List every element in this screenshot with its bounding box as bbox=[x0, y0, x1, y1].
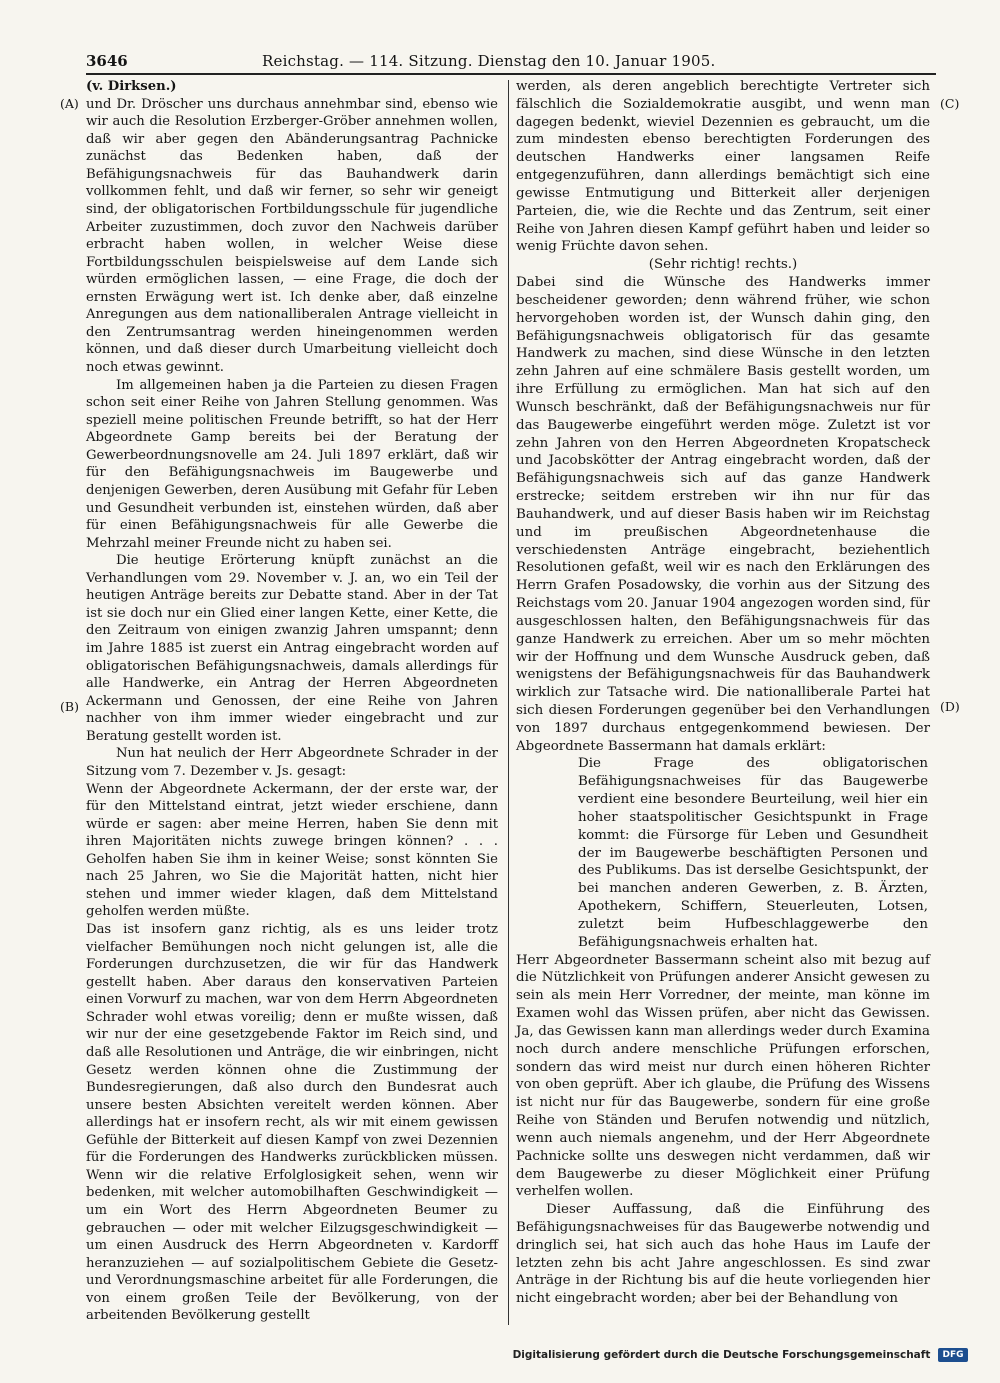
left-column bbox=[86, 78, 498, 1325]
right-column bbox=[516, 78, 930, 1308]
paragraph: Nun hat neulich der Herr Abgeordnete Schrader in der Sitzung vom 7. Dezember v. Js. gesagt: bbox=[86, 746, 498, 779]
paragraph: Die heutige Erörterung knüpft zunächst an die Verhandlungen vom 29. November v. J. an, wo ein Teil der heutigen Anträge bereits zur Debatte stand. Aber in der Tat ist sie doch nur ein Glied einer langen Kette, einer Kette, die den Zeitraum von einigen zwanzig Jahren umspannt; denn im Jahre 1885 ist zuerst ein Antrag eingebracht worden auf obligatorischen Befähigungsnachweis, damals allerdings für alle Handwerke, ein Antrag der Herren Abgeordneten Ackermann und Genossen, der eine Reihe von Jahren nachher von ihm immer wieder eingebracht und zur Beratung gestellt worden ist. bbox=[86, 553, 498, 744]
margin-marker-c: (C) bbox=[940, 96, 960, 111]
paragraph: Herr Abgeordneter Bassermann scheint also mit bezug auf die Nützlichkeit von Prüfungen anderer Ansicht gewesen zu sein als mein Herr Vorredner, der meinte, man könne im Examen wohl das Wissen prüfen, aber nicht das Gewissen. Ja, das Gewissen kann man allerdings weder durch Examina noch durch andere menschliche Prüfungen erforschen, sondern das wird meist nur durch einen höheren Richter von oben geprüft. Aber ich glaube, die Prüfung des Wissens ist nicht nur für das Baugewerbe, sondern für eine große Reihe von Ständen und Berufen notwendig und nützlich, wenn auch niemals angenehm, und der Herr Abgeordnete Pachnicke sollte uns deswegen nicht verdammen, daß wir dem Baugewerbe zu dieser Möglichkeit einer Prüfung verhelfen wollen. bbox=[516, 952, 930, 1200]
paragraph: Im allgemeinen haben ja die Parteien zu diesen Fragen schon seit einer Reihe von Jahren Stellung genommen. Was speziell meine politischen Freunde betrifft, so hat der Herr Abgeordnete Gamp bereits bei der Beratung der Gewerbeordnungsnovelle am 24. Juli 1897 erklärt, daß wir für den Befähigungsnachweis im Baugewerbe und denjenigen Gewerben, deren Ausübung mit Gefahr für Leben und Gesundheit verbunden ist, einstehen würden, daß aber für einen Befähigungsnachweis für alle Gewerbe die Mehrzahl meiner Freunde nicht zu haben sei. bbox=[86, 377, 498, 551]
page-number: 3646 bbox=[86, 52, 128, 70]
paragraph: werden, als deren angeblich berechtigte Vertreter sich fälschlich die Sozialdemokratie ausgibt, und wenn man dagegen bedenkt, wieviel Dezennien es gebraucht, um die zum mindesten ebenso berechtigten Forderungen des deutschen Handwerks einer langsamen Reife entgegenzuführen, dann allerdings bemächtigt sich eine gewisse Entmutigung und Bitterkeit aller derjenigen Parteien, die, wie die Rechte und das Zentrum, seit einer Reihe von Jahren diesen Kampf geführt haben und leider so wenig Früchte davon sehen. bbox=[516, 79, 930, 255]
page-title: Reichstag. — 114. Sitzung. Dienstag den 10. Januar 1905. bbox=[262, 52, 716, 70]
column-divider bbox=[508, 80, 509, 1325]
paragraph: Dieser Auffassung, daß die Einführung des Befähigungsnachweises für das Baugewerbe notwendig und dringlich sei, hat sich auch das hohe Haus im Laufe der letzten zehn bis acht Jahre angeschlossen. Es sind zwar Anträge in der Richtung bis auf die heute vorliegenden hier nicht eingebracht worden; aber bei der Behandlung von bbox=[516, 1202, 930, 1307]
header-rule bbox=[86, 73, 936, 75]
margin-marker-b: (B) bbox=[60, 699, 79, 714]
interjection: (Sehr richtig! rechts.) bbox=[648, 257, 798, 273]
speaker-label: (v. Dirksen.) bbox=[86, 79, 177, 94]
margin-marker-a: (A) bbox=[60, 96, 79, 111]
page-header bbox=[86, 50, 936, 72]
block-quote: Wenn der Abgeordnete Ackermann, der der erste war, der für den Mittelstand eintrat, jetzt wieder erschiene, dann würde er sagen: aber meine Herren, haben Sie denn mit ihren Majoritäten nichts zuwege bringen können? . . . Geholfen haben Sie ihm in keiner Weise; sonst könnten Sie nach 25 Jahren, wo Sie die Majorität hatten, nicht hier stehen und immer wieder klagen, daß dem Mittelstand geholfen werden müßte. bbox=[86, 781, 498, 920]
margin-marker-d: (D) bbox=[940, 699, 960, 714]
dfg-logo-icon: DFG bbox=[938, 1348, 968, 1362]
digitization-credit bbox=[513, 1345, 968, 1365]
paragraph: und Dr. Dröscher uns durchaus annehmbar sind, ebenso wie wir auch die Resolution Erzberger-Gröber annehmen wollen, daß wir aber gegen den Abänderungsantrag Pachnicke zunächst das Bedenken haben, daß der Befähigungsnachweis für das Bauhandwerk darin vollkommen fehlt, und daß wir ferner, so sehr wir geneigt sind, der obligatorischen Fortbildungsschule für jugendliche Arbeiter zuzustimmen, doch zuvor den Nachweis darüber erbracht haben wollen, in welcher Weise diese Fortbildungsschulen beispielsweise auf dem Lande sich würden ermöglichen lassen, — eine Frage, die doch der ernsten Erwägung wert ist. Ich denke aber, daß einzelne Anregungen aus dem nationalliberalen Antrage vielleicht in den Zentrumsantrag werden hineingenommen werden können, und daß dieser durch Umarbeitung vielleicht doch noch etwas gewinnt. bbox=[86, 96, 498, 375]
block-quote: Die Frage des obligatorischen Befähigungsnachweises für das Baugewerbe verdient eine besondere Beurteilung, weil hier ein hoher staatspolitischer Gesichtspunkt in Frage kommt: die Fürsorge für Leben und Gesundheit der im Baugewerbe beschäftigten Personen und des Publikums. Das ist derselbe Gesichtspunkt, der bei manchen anderen Gewerben, z. B. Ärzten, Apothekern, Schiffern, Steuerleuten, Lotsen, zuletzt beim Hufbeschlaggewerbe den Befähigungsnachweis erhalten hat. bbox=[578, 756, 928, 950]
credit-text: Digitalisierung gefördert durch die Deutsche Forschungsgemeinschaft bbox=[512, 1349, 931, 1361]
paragraph: Das ist insofern ganz richtig, als es uns leider trotz vielfacher Bemühungen noch nicht gelungen ist, alle die Forderungen durchzusetzen, die wir für das Handwerk gestellt haben. Aber daraus den konservativen Parteien einen Vorwurf zu machen, war von dem Herrn Abgeordneten Schrader wohl etwas voreilig; denn er mußte wissen, daß wir nur der eine gesetzgebende Faktor im Reich sind, und daß alle Resolutionen und Anträge, die wir einbringen, nicht Gesetz werden können ohne die Zustimmung der Bundesregierungen, daß also durch den Bundesrat auch unsere besten Absichten vereitelt werden können. Aber allerdings hat er insofern recht, als wir mit einem gewissen Gefühle der Bitterkeit auf diesen Kampf von zwei Dezennien für die Forderungen des Handwerks zurückblicken müssen. Wenn wir die relative Erfolglosigkeit sehen, wenn wir bedenken, mit welcher automobilhaften Geschwindigkeit — um ein Wort des Herrn Abgeordneten Beumer zu gebrauchen — oder mit welcher Eilzugsgeschwindigkeit — um einen Ausdruck des Herrn Abgeordneten v. Kardorff heranzuziehen — auf sozialpolitischem Gebiete die Gesetz- und Verordnungsmaschine arbeitet für alle Forderungen, die von einem großen Teile der Bevölkerung, von der arbeitenden Bevölkerung gestellt bbox=[86, 922, 498, 1324]
paragraph: Dabei sind die Wünsche des Handwerks immer bescheidener geworden; denn während früher, wie schon hervorgehoben worden ist, der Wunsch dahin ging, den Befähigungsnachweis obligatorisch für das gesamte Handwerk zu machen, sind diese Wünsche in den letzten zehn Jahren auf eine schmälere Basis gestellt worden, um ihre Erfüllung zu ermöglichen. Man hat sich auf den Wunsch beschränkt, daß der Befähigungsnachweis nur für das Baugewerbe eingeführt werden möge. Zuletzt ist vor zehn Jahren von den Herren Abgeordneten Kropatscheck und Jacobskötter der Antrag eingebracht worden, daß der Befähigungsnachweis sich auf das ganze Handwerk erstrecke; seitdem erstreben wir ihn nur für das Bauhandwerk, und auf dieser Basis haben wir im Reichstag und im preußischen Abgeordnetenhause die verschiedensten Anträge eingebracht, beziehentlich Resolutionen gefaßt, weil wir es nach den Erklärungen des Herrn Grafen Posadowsky, die vorhin aus der Sitzung des Reichstags vom 20. Januar 1904 angezogen worden sind, für ausgeschlossen halten, den Befähigungsnachweis für das ganze Handwerk zu erreichen. Aber um so mehr möchten wir der Hoffnung und dem Wunsche Ausdruck geben, daß wenigstens der Befähigungsnachweis für das Bauhandwerk wirklich zur Tatsache wird. Die nationalliberale Partei hat sich diesen Forderungen gegenüber bei den Verhandlungen von 1897 durchaus entgegenkommend bewiesen. Der Abgeordnete Bassermann hat damals erklärt: bbox=[516, 275, 930, 754]
